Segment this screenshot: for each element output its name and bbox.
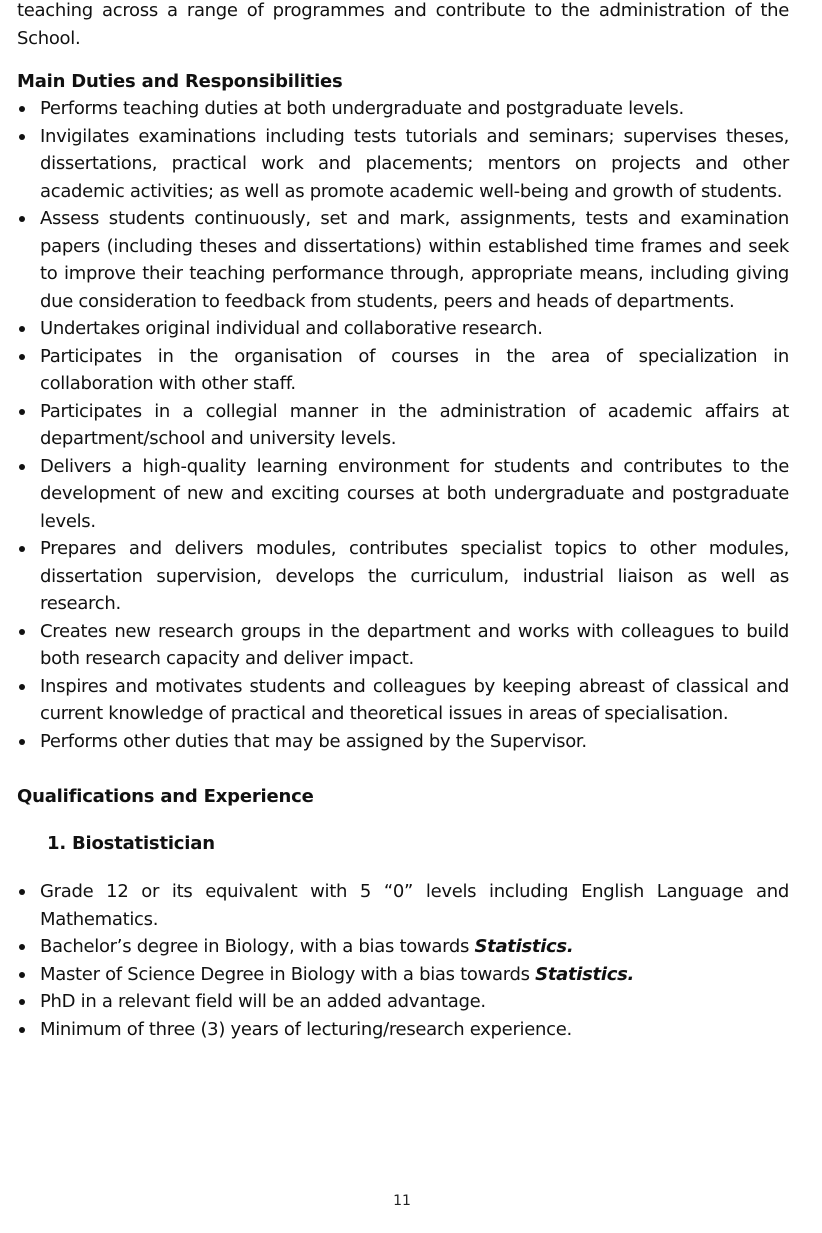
list-item: Inspires and motivates students and colleagues by keeping abreast of classical and current knowledge of practical and theoretical issues in areas of specialisation. [17,673,789,728]
intro-paragraph: teaching across a range of programmes and contribute to the administration of the School. [17,0,789,49]
qualifications-list [17,878,789,1043]
list-item: Undertakes original individual and collaborative research. [17,315,789,343]
biostatistician-subheading: 1. Biostatistician [47,833,215,854]
duties-heading: Main Duties and Responsibilities [17,71,343,92]
list-item: Creates new research groups in the department and works with colleagues to build both research capacity and deliver impact. [17,618,789,673]
emphasis-text: Statistics [474,936,567,957]
qualifications-heading: Qualifications and Experience [17,786,314,807]
list-item: Delivers a high-quality learning environment for students and contributes to the development of new and exciting courses at both undergraduate and postgraduate levels. [17,453,789,536]
item-text: Master of Science Degree in Biology with a bias towards [40,963,536,985]
emphasis-period: . [627,963,635,985]
list-item: Performs teaching duties at both undergraduate and postgraduate levels. [17,95,789,123]
page-number: 11 [393,1193,411,1209]
list-item: Participates in the organisation of courses in the area of specialization in collaboration with other staff. [17,343,789,398]
list-item [17,933,789,961]
item-text: Bachelor’s degree in Biology, with a bias towards [40,936,475,957]
list-item: PhD in a relevant field will be an added advantage. [17,988,789,1016]
list-item: Grade 12 or its equivalent with 5 “0” levels including English Language and Mathematics. [17,878,789,933]
list-item: Participates in a collegial manner in the administration of academic affairs at department/school and university levels. [17,398,789,453]
emphasis-text: Statistics [535,963,628,985]
list-item: Minimum of three (3) years of lecturing/research experience. [17,1016,789,1044]
list-item: Prepares and delivers modules, contributes specialist topics to other modules, dissertation supervision, develops the curriculum, industrial liaison as well as research. [17,535,789,618]
list-item [17,961,789,989]
emphasis-period: . [566,936,574,957]
list-item: Performs other duties that may be assigned by the Supervisor. [17,728,789,756]
list-item: Assess students continuously, set and mark, assignments, tests and examination papers (including theses and dissertations) within established time frames and seek to improve their teaching performance through, appropriate means, including giving due consideration to feedback from students, peers and heads of departments. [17,205,789,315]
duties-list [17,95,789,755]
list-item: Invigilates examinations including tests tutorials and seminars; supervises theses, dissertations, practical work and placements; mentors on projects and other academic activities; as well as promote academic well-being and growth of students. [17,123,789,206]
document-page [17,0,789,1043]
